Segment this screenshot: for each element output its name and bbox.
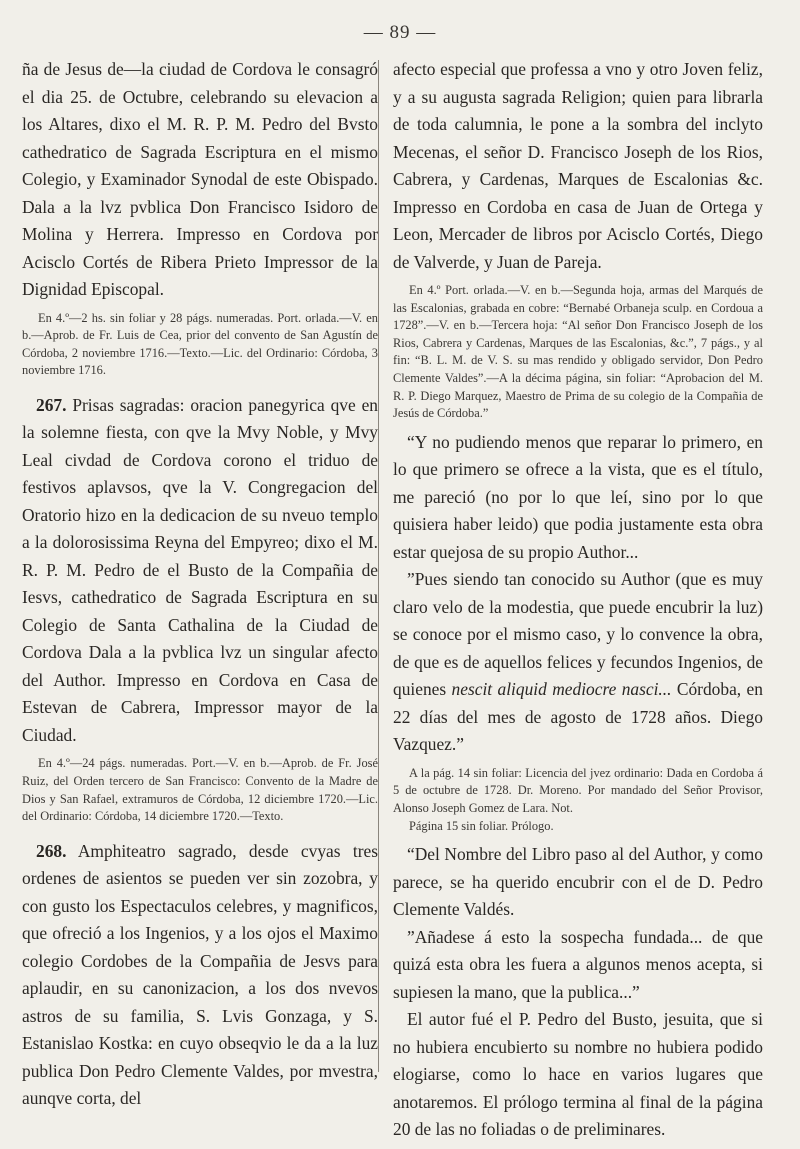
- entry-268: [22, 838, 378, 1113]
- entry-number: 267.: [36, 394, 67, 415]
- quoted-paragraph: ”Pues siendo tan conocido su Author (que es muy claro velo de la modestia, que puede encubrir la luz) se conoce por el mismo caso, y lo convence la obra, de que es de aquellos felices y fecundos Ingenios, de quienes nescit aliquid mediocre nasci... Córdoba, en 22 días del mes de agosto de 1728 años. Diego Vazquez.”: [393, 569, 763, 755]
- quoted-paragraph: “Y no pudiendo menos que reparar lo primero, en lo que primero se ofrece a la vista, que es el título, me pareció (no por lo que leí, sino por lo que quisiera haber leido) que podia justamente esta obra estar quejosa de su propio Author...: [393, 431, 763, 562]
- right-column: [393, 56, 763, 1144]
- entry-note: [22, 755, 378, 825]
- column-divider: [378, 60, 379, 1072]
- entry-note: A la pág. 14 sin foliar: Licencia del jvez ordinario: Dada en Cordoba á 5 de octubre de 1728. Dr. Moreno. Por mandado del Señor Provisor, Alonso Joseph Gomez de Lara. Not.: [393, 765, 763, 815]
- continued-entry-text: ña de Jesus de—la ciudad de Cordova le consagró el dia 25. de Octubre, celebrando su elevacion a los Altares, dixo el M. R. P. M. Pedro del Bvsto cathedratico de Sagrada Escriptura en el mismo Colegio, y Examinador Synodal de este Obispado. Dala a la lvz pvblica Don Francisco Isidoro de Molina y Herrera. Impresso en Cordova por Acisclo Cortés de Ribera Prieto Impressor de la Dignidad Episcopal.: [22, 59, 378, 299]
- entry-note: [393, 282, 763, 423]
- quoted-paragraph: ”Añadese á esto la sospecha fundada... de que quizá esta obra les fuera a algunos menos acepta, si supiesen la mano, que la publica...”: [393, 926, 763, 1002]
- entry-note: Página 15 sin foliar. Prólogo.: [409, 818, 554, 833]
- continued-entry-text: afecto especial que professa a vno y otro Joven feliz, y a su augusta sagrada Religion; quien para librarla de toda calumnia, le pone a la sombra del inclyto Mecenas, el señor D. Francisco Joseph de los Rios, Cabrera, y Cardenas, Marques de Escalonias &c. Impresso en Cordoba en casa de Juan de Ortega y Leon, Mercader de libros por Acisclo Cortés, Diego de Valverde, y Juan de Pareja.: [393, 59, 763, 272]
- left-column: [22, 56, 378, 1113]
- page-number: — 89 —: [363, 22, 437, 43]
- entry-267: [22, 392, 378, 750]
- entry-text: Prisas sagradas: oracion panegyrica qve en la solemne fiesta, con qve la Mvy Noble, y Mvy Leal civdad de Cordova corono el triduo de festivos aplavsos, qve la V. Congregacion del Oratorio hizo en la dedicacion de su nveuo templo a la dolorosissima Reyna del Empyreo; dixo el M. R. P. M. Pedro de el Busto de la Compañia de Iesvs, cathedratico de Sagrada Escriptura en su Colegio de Santa Cathalina de la Ciudad de Cordova Dala a la pvblica lvz un singular afecto del Author. Impresso en Cordova en Casa de Estevan de Cabrera, Impressor mayor de la Ciudad.: [22, 394, 378, 745]
- entry-text: Amphiteatro sagrado, desde cvyas tres ordenes de asientos se pueden ver sin zozobra, y con gusto los Espectaculos celebres, y magnificos, que ofreció a los Ingenios, y a los ojos el Maximo colegio Cordobes de la Compañia de Jesvs para aplaudir, en su canonizacion, a los dos nvevos astros de su familia, S. Lvis Gonzaga, y S. Estanislao Kostka: en cuyo obseqvio le da a la luz publica Don Pedro Clemente Valdes, por mvestra, aunqve corta, del: [22, 840, 378, 1109]
- quoted-paragraph: “Del Nombre del Libro paso al del Author, y como parece, se ha querido encubrir con el de D. Pedro Clemente Valdés.: [393, 844, 763, 920]
- entry-note-text: En 4.º—2 hs. sin foliar y 28 págs. numeradas. Port. orlada.—V. en b.—Aprob. de Fr. Luis de Cea, prior del convento de San Agustín de Córdoba, 2 noviembre 1716.—Texto.—Lic. del Ordinario: Córdoba, 3 noviembre 1716.: [22, 310, 378, 378]
- entry-note: [22, 310, 378, 380]
- latin-phrase: nescit aliquid mediocre nasci...: [451, 679, 672, 700]
- entry-note-text: En 4.º—24 págs. numeradas. Port.—V. en b.—Aprob. de Fr. José Ruiz, del Orden tercero de San Francisco: Convento de la Madre de Dios y San Rafael, extramuros de Córdoba, 12 diciembre 1720.—Lic. del Ordinario: Córdoba, 14 diciembre 1720.—Texto.: [22, 756, 378, 824]
- entry-number: 268.: [36, 840, 67, 861]
- entry-note-text: En 4.º Port. orlada.—V. en b.—Segunda hoja, armas del Marqués de las Escalonias, grabada en cobre: “Bernabé Orbaneja sculp. en Cordoua a 1728”.—V. en b.—Tercera hoja: “Al señor Don Francisco Joseph de los Rios, Cabrera y Cardenas, Marques de las Escalonias, &c.”, 7 págs., y al fin: “B. L. M. de V. S. su mas rendido y obligado servidor, Don Pedro Clemente Valdes”.—A la décima página, sin foliar: “Aprobacion del M. R. P. Diego Marquez, Maestro de Prima de su colegio de la Compañia de Jesús de Córdoba.”: [393, 283, 763, 421]
- commentary-paragraph: El autor fué el P. Pedro del Busto, jesuita, que si no hubiera encubierto su nombre no hubiera podido elogiarse, como lo hace en varios lugares que anotaremos. El prólogo termina al final de la página 20 de las no foliadas o de preliminares.: [393, 1009, 763, 1140]
